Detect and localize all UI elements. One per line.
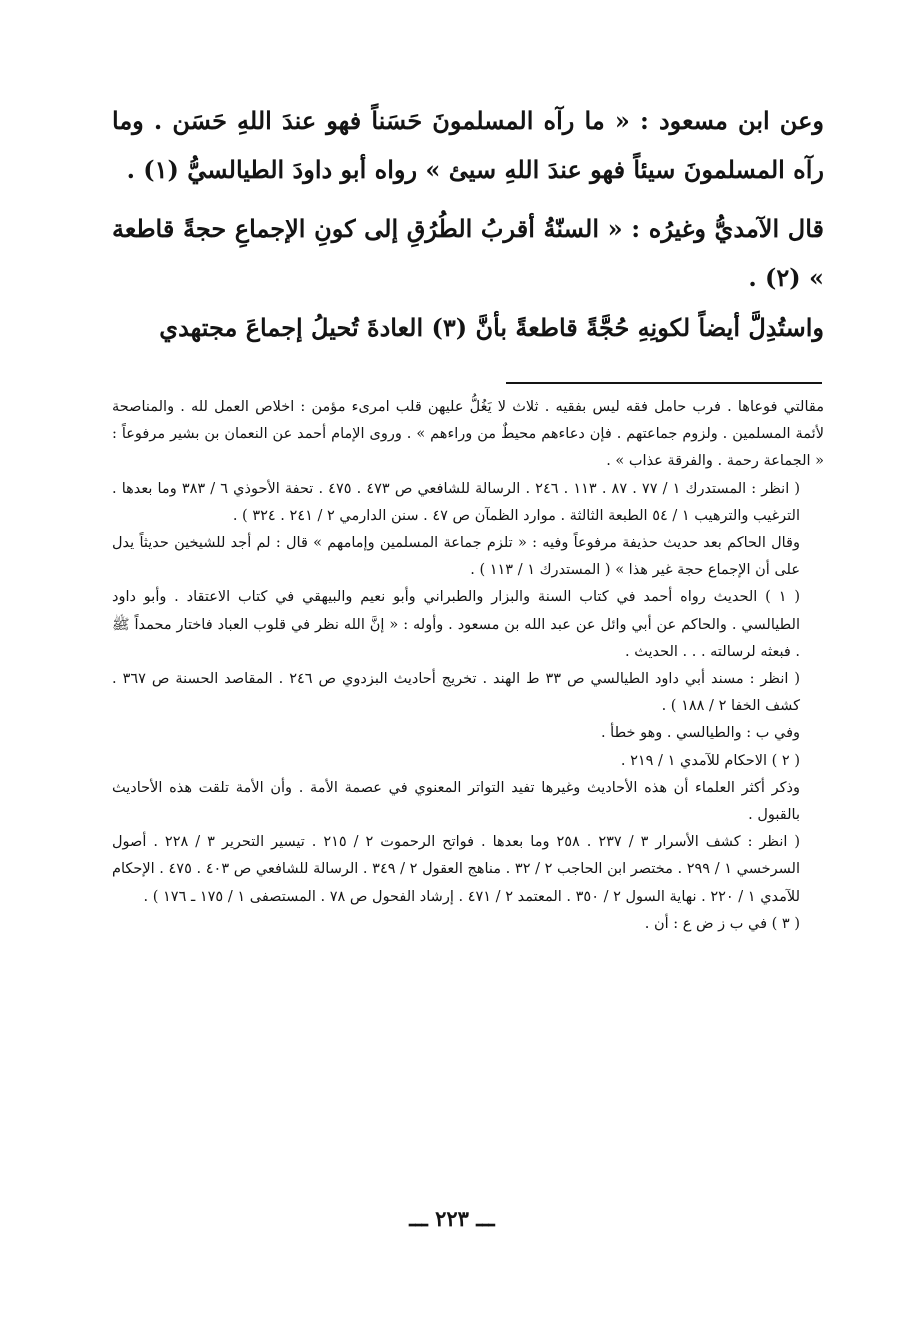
main-paragraph-2: قال الآمديُّ وغيرُه : « السنّةُ أقربُ الطُرُقِ إلى كونِ الإجماعِ حجةً قاطعة » (٢) .: [112, 214, 824, 292]
footnote-paragraph: وفي ب : والطيالسي . وهو خطأ .: [600, 725, 800, 742]
footnote-paragraph: ( ٢ ) الاحكام للآمدي ١ / ٢١٩ .: [620, 752, 800, 769]
footnote-separator: [506, 382, 822, 384]
footnote-paragraph: وقال الحاكم بعد حديث حذيفة مرفوعاً وفيه : « تلزم جماعة المسلمين وإمامهم » قال : لم أجد للشيخين حديثاً يدل على أن الإجماع حجة غير هذا » ( المستدرك ١ / ١١٣ ) .: [112, 535, 800, 579]
footnote-paragraph: ( انظر : المستدرك ١ / ٧٧ . ٨٧ . ١١٣ . ٢٤٦ . الرسالة للشافعي ص ٤٧٣ . ٤٧٥ . تحفة الأحوذي ٦ / ٣٨٣ وما بعدها . الترغيب والترهيب ١ / ٥٤ الطبعة الثالثة . موارد الظمآن ص ٤٧ . سنن الدارمي ٢ / ٢٤١ . ٣٢٤ ) .: [112, 480, 800, 524]
footnotes: [112, 394, 824, 938]
footnote-paragraph: ( ٣ ) في ب ز ض ع : أن .: [644, 915, 800, 932]
footnote-paragraph: وذكر أكثر العلماء أن هذه الأحاديث وغيرها تفيد التواتر المعنوي في عصمة الأمة . وأن الأمة تلقت هذه الأحاديث بالقبول .: [112, 779, 800, 824]
page-number: ـــ ٢٢٣ ـــ: [409, 1206, 495, 1231]
footnote-paragraph: ( انظر : مسند أبي داود الطيالسي ص ٣٣ ط الهند . تخريج أحاديث البزدوي ص ٢٤٦ . المقاصد الحسنة ص ٣٦٧ . كشف الخفا ٢ / ١٨٨ ) .: [112, 671, 800, 715]
footnote-paragraph: ( ١ ) الحديث رواه أحمد في كتاب السنة والبزار والطبراني وأبو نعيم والبيهقي في كتاب الاعتقاد . وأبو داود الطيالسي . والحاكم عن أبي وائل عن عبد الله بن مسعود . وأوله : « إنَّ الله نظر في قلوب العباد فاختار محمداً ﷺ . فبعثه لرسالته . . . الحديث .: [112, 589, 800, 660]
main-paragraph-3: واستُدِلَّ أيضاً لكونِهِ حُجَّةً قاطعةً بأنَّ (٣) العادةَ تُحيلُ إجماعَ مجتهدي: [159, 313, 824, 342]
main-paragraph-1: وعن ابن مسعود : « ما رآه المسلمونَ حَسَناً فهو عندَ اللهِ حَسَن . وما رآه المسلمونَ سيئاً فهو عندَ اللهِ سيئ » رواه أبو داودَ الطيالسيُّ (١) .: [112, 106, 824, 184]
footnote-paragraph: ( انظر : كشف الأسرار ٣ / ٢٣٧ . ٢٥٨ وما بعدها . فواتح الرحموت ٢ / ٢١٥ . تيسير التحرير ٣ / ٢٢٨ . أصول السرخسي ١ / ٢٩٩ . مختصر ابن الحاجب ٢ / ٣٢ . مناهج العقول ٢ / ٣٤٩ . الرسالة للشافعي ص ٤٠٣ . ٤٧٥ . الإحكام للآمدي ١ / ٢٢٠ . نهاية السول ٢ / ٣٥٠ . المعتمد ٢ / ٤٧١ . إرشاد الفحول ص ٧٨ . المستصفى ١ / ١٧٥ ـ ١٧٦ ) .: [112, 834, 801, 905]
footnote-paragraph: مقالتي فوعاها . فرب حامل فقه ليس بفقيه . ثلاث لا يَغُلُّ عليهن قلب امرىء مؤمن : اخلاص العمل لله . والمناصحة لأئمة المسلمين . ولزوم جماعتهم . فإن دعاءهم محيطٌ من وراءهم » . وروى الإمام أحمد عن النعمان بن بشير مرفوعاً : « الجماعة رحمة . والفرقة عذاب » .: [112, 399, 824, 470]
